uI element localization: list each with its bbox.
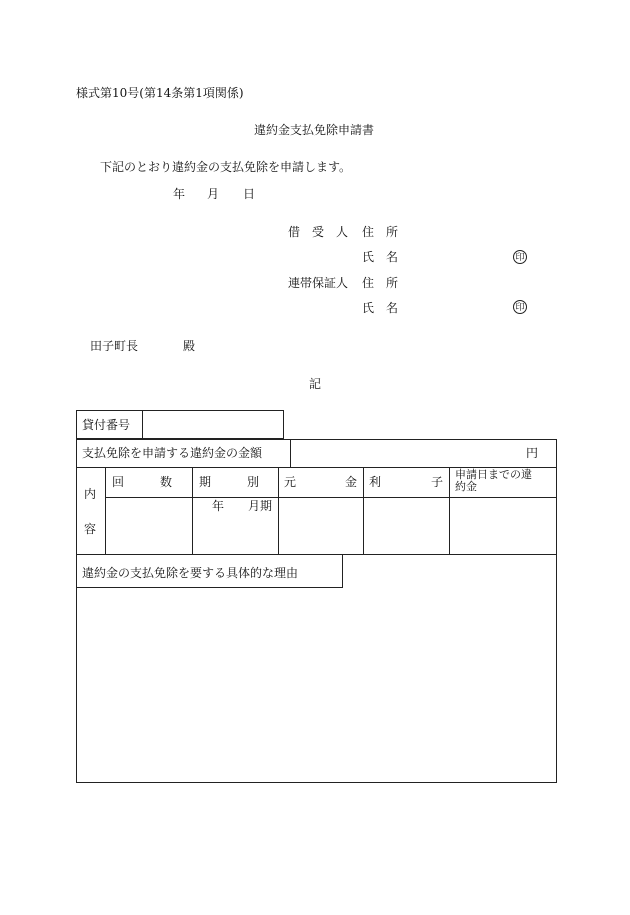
date-day-label: 日: [243, 187, 256, 201]
loan-number-label: 貸付番号: [82, 418, 131, 432]
record-mark: 記: [309, 377, 322, 391]
reason-label: 違約金の支払免除を要する具体的な理由: [82, 566, 299, 580]
col-header-penalty-line1: 申請日までの違: [455, 468, 532, 481]
amount-unit: 円: [526, 446, 539, 460]
col-divider-1: [192, 467, 193, 554]
form-title: 違約金支払免除申請書: [254, 123, 375, 137]
recipient-honorific: 殿: [183, 339, 196, 353]
content-label-2: 容: [84, 522, 97, 536]
period-year-label: 年: [212, 499, 225, 513]
col-header-interest-1: 利: [369, 475, 382, 489]
col-header-principal-1: 元: [284, 475, 297, 489]
penalty-cell[interactable]: [451, 499, 555, 552]
borrower-seal-icon: 印: [513, 250, 527, 264]
count-cell[interactable]: [107, 499, 190, 552]
col-header-interest-2: 子: [431, 475, 444, 489]
borrower-name-label: 氏 名: [362, 250, 399, 264]
amount-label: 支払免除を申請する違約金の金額: [82, 446, 263, 460]
content-label-1: 内: [84, 487, 97, 501]
date-month-label: 月: [207, 187, 220, 201]
intro-statement: 下記のとおり違約金の支払免除を申請します。: [100, 160, 352, 174]
reason-field[interactable]: [78, 590, 555, 781]
header-row-bottom: [105, 497, 557, 498]
col-header-count: 回 数: [112, 475, 173, 489]
col-header-principal-2: 金: [345, 475, 358, 489]
period-month-label: 月期: [248, 499, 273, 513]
col-header-penalty-line2: 約金: [455, 480, 477, 493]
principal-cell[interactable]: [280, 499, 361, 552]
borrower-label: 借 受 人: [288, 225, 349, 239]
form-number: 様式第10号(第14条第1項関係): [76, 86, 244, 100]
guarantor-address-label: 住 所: [362, 276, 399, 290]
col-divider-3: [363, 467, 364, 554]
guarantor-name-label: 氏 名: [362, 301, 399, 315]
col-header-period: 期 別: [199, 475, 260, 489]
amount-divider: [290, 439, 291, 467]
col-divider-2: [278, 467, 279, 554]
recipient-name: 田子町長: [90, 339, 139, 353]
borrower-address-label: 住 所: [362, 225, 399, 239]
guarantor-label: 連帯保証人: [288, 276, 349, 290]
loan-number-divider: [142, 410, 143, 439]
interest-cell[interactable]: [365, 499, 447, 552]
date-year-label: 年: [173, 187, 186, 201]
amount-field[interactable]: [294, 441, 514, 465]
content-label-divider: [105, 467, 106, 554]
loan-number-field[interactable]: [146, 412, 280, 437]
guarantor-seal-icon: 印: [513, 300, 527, 314]
col-divider-4: [449, 467, 450, 554]
